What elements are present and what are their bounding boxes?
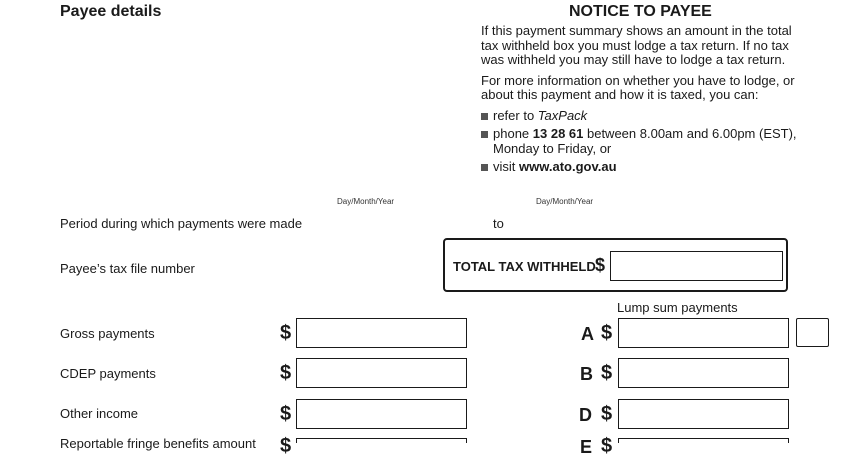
square-bullet-icon: [481, 131, 488, 138]
dollar-sign: $: [601, 362, 613, 384]
dollar-sign: $: [280, 435, 292, 457]
tfn-label: Payee’s tax file number: [60, 261, 195, 276]
bullet-taxpack: [481, 109, 811, 124]
lump-sum-code-e: E: [580, 437, 593, 457]
cdep-payments-label: CDEP payments: [60, 366, 156, 381]
total-tax-withheld-label: TOTAL TAX WITHHELD: [453, 259, 596, 274]
phone-number: 13 28 61: [532, 126, 584, 141]
lump-sum-d-field[interactable]: [618, 399, 789, 429]
date-format-hint-start: Day/Month/Year: [337, 197, 395, 206]
dollar-sign: $: [601, 322, 613, 344]
gross-payments-label: Gross payments: [60, 326, 155, 341]
bullet-text: between 8.00am and 6.00pm (EST), Monday to Friday, or: [493, 126, 797, 156]
period-label: Period during which payments were made: [60, 216, 303, 231]
cdep-payments-field[interactable]: [296, 358, 467, 388]
lump-sum-code-a: A: [581, 324, 594, 344]
dollar-sign: $: [601, 403, 613, 425]
lump-sum-e-field[interactable]: [618, 438, 789, 443]
dollar-sign: $: [601, 435, 613, 457]
notice-paragraph-1: If this payment summary shows an amount in the total tax withheld box you must lodge a tax return. If no tax was withheld you may still have to lodge a tax return.: [481, 23, 792, 67]
taxpack-text: TaxPack: [537, 107, 588, 123]
total-tax-withheld-box: [443, 238, 788, 292]
lump-sum-b-field[interactable]: [618, 358, 789, 388]
bullet-text: visit: [493, 159, 519, 174]
bullet-phone: [481, 127, 811, 156]
lump-sum-heading: Lump sum payments: [617, 300, 738, 315]
notice-title: NOTICE TO PAYEE: [569, 3, 712, 20]
notice-bullet-list: [481, 109, 811, 175]
lump-sum-code-d: D: [579, 405, 592, 425]
other-income-field[interactable]: [296, 399, 467, 429]
notice-to-payee: [481, 24, 811, 179]
square-bullet-icon: [481, 164, 488, 171]
other-income-label: Other income: [60, 406, 139, 421]
reportable-fringe-benefits-field[interactable]: [296, 438, 467, 443]
bullet-text: phone: [493, 126, 533, 141]
lump-sum-a-field[interactable]: [618, 318, 789, 348]
dollar-sign: $: [280, 322, 292, 344]
notice-paragraph-2: For more information on whether you have to lodge, or about this payment and how it is taxed, you can:: [481, 72, 795, 102]
gross-payments-field[interactable]: [296, 318, 467, 348]
payee-details-heading: Payee details: [60, 3, 162, 20]
total-tax-withheld-field[interactable]: [610, 251, 783, 281]
date-format-hint-end: Day/Month/Year: [536, 197, 594, 206]
bullet-text: refer to: [493, 107, 538, 123]
bullet-website: [481, 160, 811, 175]
period-to-label: to: [493, 216, 504, 231]
website-link[interactable]: www.ato.gov.au: [519, 159, 617, 174]
lump-sum-a-code-box[interactable]: [796, 318, 829, 347]
square-bullet-icon: [481, 113, 488, 120]
lump-sum-code-b: B: [580, 364, 593, 384]
dollar-sign: $: [280, 362, 292, 384]
dollar-sign: $: [595, 255, 606, 275]
dollar-sign: $: [280, 403, 292, 425]
reportable-fringe-benefits-label: Reportable fringe benefits amount: [60, 436, 256, 451]
